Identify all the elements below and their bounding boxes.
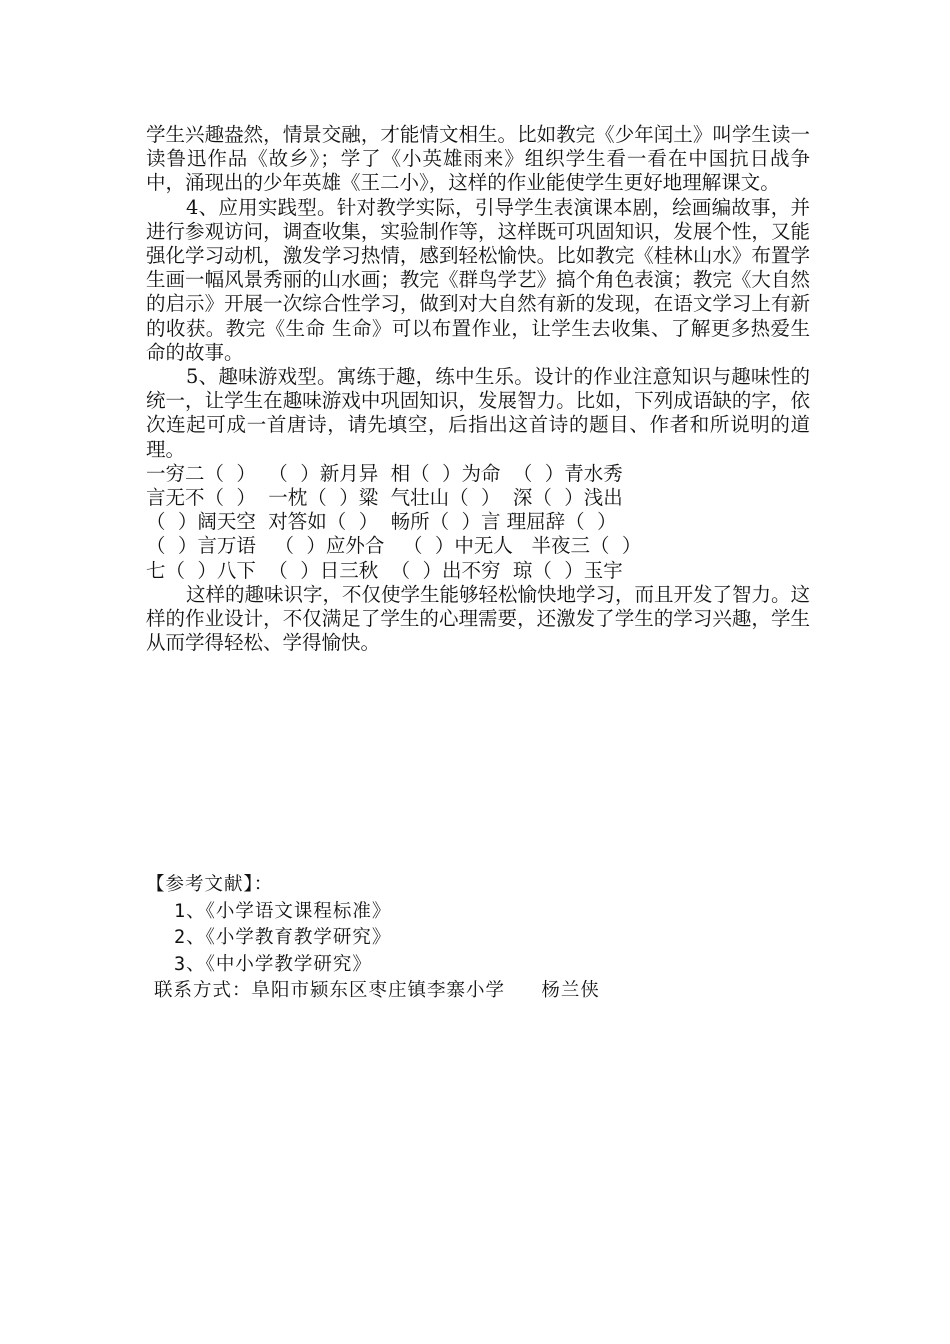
reference-item-2: 2、《小学教育教学研究》 — [174, 927, 392, 948]
idiom-line-4: （ ）言万语 （ ）应外合 （ ）中无人 半夜三（ ） — [146, 534, 642, 558]
idiom-line-3: （ ）阔天空 对答如（ ） 畅所（ ）言 理屈辞（ ） — [146, 510, 617, 534]
references-heading: 【参考文献】： — [146, 874, 274, 895]
paragraph-practice-type: 4、应用实践型。针对教学实际，引导学生表演课本剧，绘画编故事，并进行参观访问，调查收集，实验制作等，这样既可巩固知识，发展个性，又能强化学习动机，激发学习热情，感到轻松愉快。比如教完《桂林山水》布置学生画一幅风景秀丽的山水画；教完《群鸟学艺》搞个角色表演；教完《大自然的启示》开展一次综合性学习，做到对大自然有新的发现，在语文学习上有新的收获。教完《生命 生命》可以布置作业，让学生去收集、了解更多热爱生命的故事。 — [146, 195, 810, 364]
contact-info: 联系方式：阜阳市颍东区枣庄镇李寨小学 杨兰侠 — [154, 980, 600, 1001]
idiom-exercise — [146, 462, 810, 583]
paragraph-closing: 这样的趣味识字，不仅使学生能够轻松愉快地学习，而且开发了智力。这样的作业设计，不仅满足了学生的心理需要，还激发了学生的学习兴趣，学生从而学得轻松、学得愉快。 — [146, 582, 811, 655]
references-section — [146, 872, 810, 1005]
paragraph-game-type: 5、趣味游戏型。寓练于趣，练中生乐。设计的作业注意知识与趣味性的统一，让学生在趣味游戏中巩固知识，发展智力。比如，下列成语缺的字，依次连起可成一首唐诗，请先填空，后指出这首诗的题目、作者和所说明的道理。 — [146, 365, 810, 461]
idiom-line-1: 一穷二（ ） （ ）新月异 相（ ）为命 （ ）青水秀 — [146, 461, 623, 485]
reference-item-3: 3、《中小学教学研究》 — [174, 953, 372, 975]
document-body — [146, 123, 810, 655]
paragraph-continuation: 学生兴趣盎然，情景交融，才能情文相生。比如教完《少年闰土》叫学生读一读鲁迅作品《故乡》；学了《小英雄雨来》组织学生看一看在中国抗日战争中，涌现出的少年英雄《王二小》，这样的作业能使学生更好地理解课文。 — [146, 123, 810, 195]
reference-item-1: 1、《小学语文课程标准》 — [174, 900, 392, 922]
idiom-line-5: 七（ ）八下 （ ）日三秋 （ ）出不穷 琼（ ）玉宇 — [146, 558, 623, 582]
idiom-line-2: 言无不（ ） 一枕（ ）粱 气壮山（ ） 深（ ）浅出 — [146, 486, 623, 510]
